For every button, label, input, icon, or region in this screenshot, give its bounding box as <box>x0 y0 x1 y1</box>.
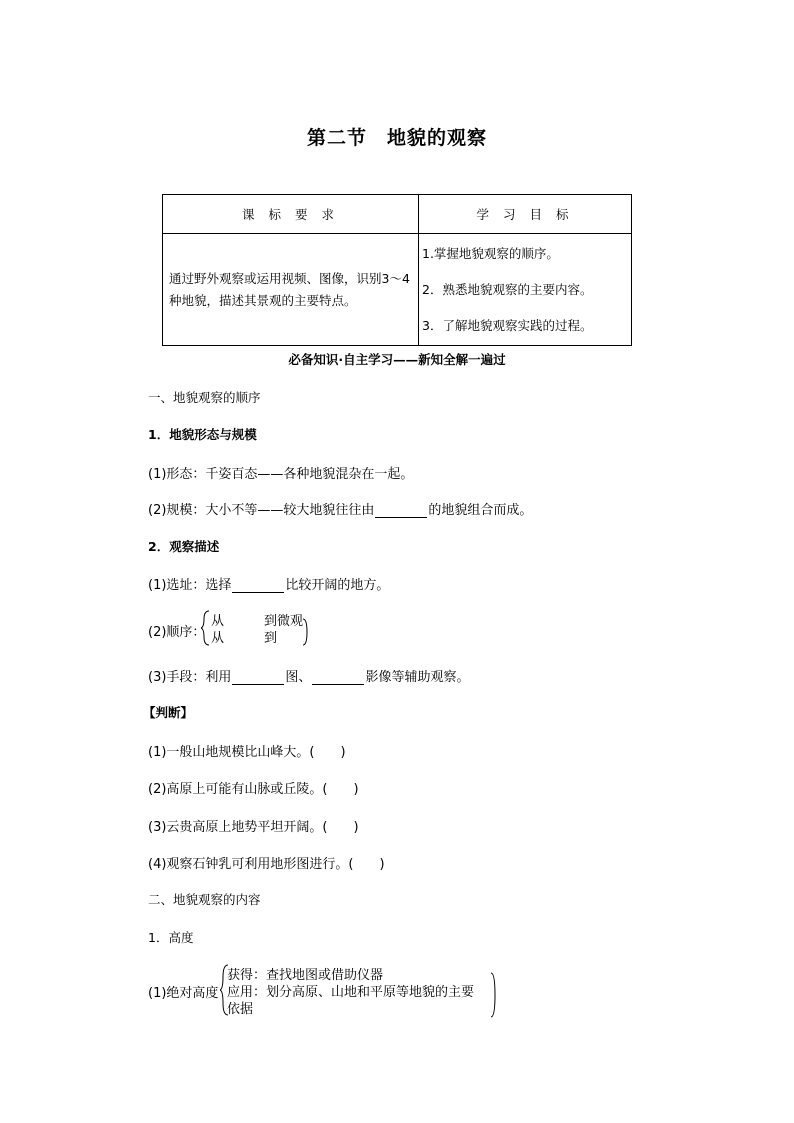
judge-item: (2)高原上可能有山脉或丘陵。( ) <box>148 782 359 797</box>
goal-item: 2．熟悉地貌观察的主要内容。 <box>422 281 593 297</box>
page-title: 第二节 地貌的观察 <box>306 127 487 149</box>
text-line: (3)手段：利用 图、 影像等辅助观察。 <box>148 670 470 685</box>
fill-blank[interactable] <box>232 671 284 685</box>
order-row: 到微观 <box>264 614 304 629</box>
section-heading: 一、地貌观察的顺序 <box>148 390 261 405</box>
text-line: (1)选址：选择 比较开阔的地方。 <box>148 578 390 593</box>
subheading: 1．高度 <box>148 930 194 945</box>
judge-item: (1)一般山地规模比山峰大。( ) <box>148 745 346 760</box>
table-header-requirements: 课 标 要 求 <box>163 195 419 234</box>
text-line: (2)规模：大小不等——较大地貌往往由 的地貌组合而成。 <box>148 503 533 518</box>
abs-row: 应用：划分高原、山地和平原等地貌的主要 <box>227 985 475 1000</box>
section-banner: 必备知识·自主学习——新知全解一遍过 <box>288 352 506 367</box>
right-brace-icon <box>302 618 310 646</box>
left-brace-icon <box>201 610 211 646</box>
table-header-goals: 学 习 目 标 <box>419 195 632 234</box>
goal-item: 3．了解地貌观察实践的过程。 <box>422 317 593 333</box>
order-row: 到 <box>264 631 278 646</box>
absolute-height-label: (1)绝对高度 <box>148 986 219 1001</box>
judge-item: (3)云贵高原上地势平坦开阔。( ) <box>148 820 359 835</box>
section-heading: 二、地貌观察的内容 <box>148 892 261 907</box>
abs-row: 依据 <box>227 1002 254 1017</box>
order-label: (2)顺序： <box>148 625 206 640</box>
requirement-cell: 通过野外观察或运用视频、图像，识别3～4种地貌，描述其景观的主要特点。 <box>163 234 419 346</box>
curriculum-table <box>162 194 632 346</box>
fill-blank[interactable] <box>232 579 284 593</box>
order-row: 从 <box>211 614 225 629</box>
judge-heading: 【判断】 <box>143 705 194 720</box>
text-line: (1)形态：千姿百态——各种地貌混杂在一起。 <box>148 467 414 482</box>
fill-blank[interactable] <box>375 504 427 518</box>
subheading: 2．观察描述 <box>148 539 220 554</box>
goals-cell <box>419 234 632 346</box>
judge-item: (4)观察石钟乳可利用地形图进行。( ) <box>148 857 385 872</box>
order-row: 从 <box>211 631 225 646</box>
abs-row: 获得：查找地图或借助仪器 <box>227 968 384 983</box>
subheading: 1．地貌形态与规模 <box>148 427 257 442</box>
fill-blank[interactable] <box>312 671 364 685</box>
goal-item: 1.掌握地貌观察的顺序。 <box>422 245 559 261</box>
right-brace-icon <box>490 972 498 1018</box>
